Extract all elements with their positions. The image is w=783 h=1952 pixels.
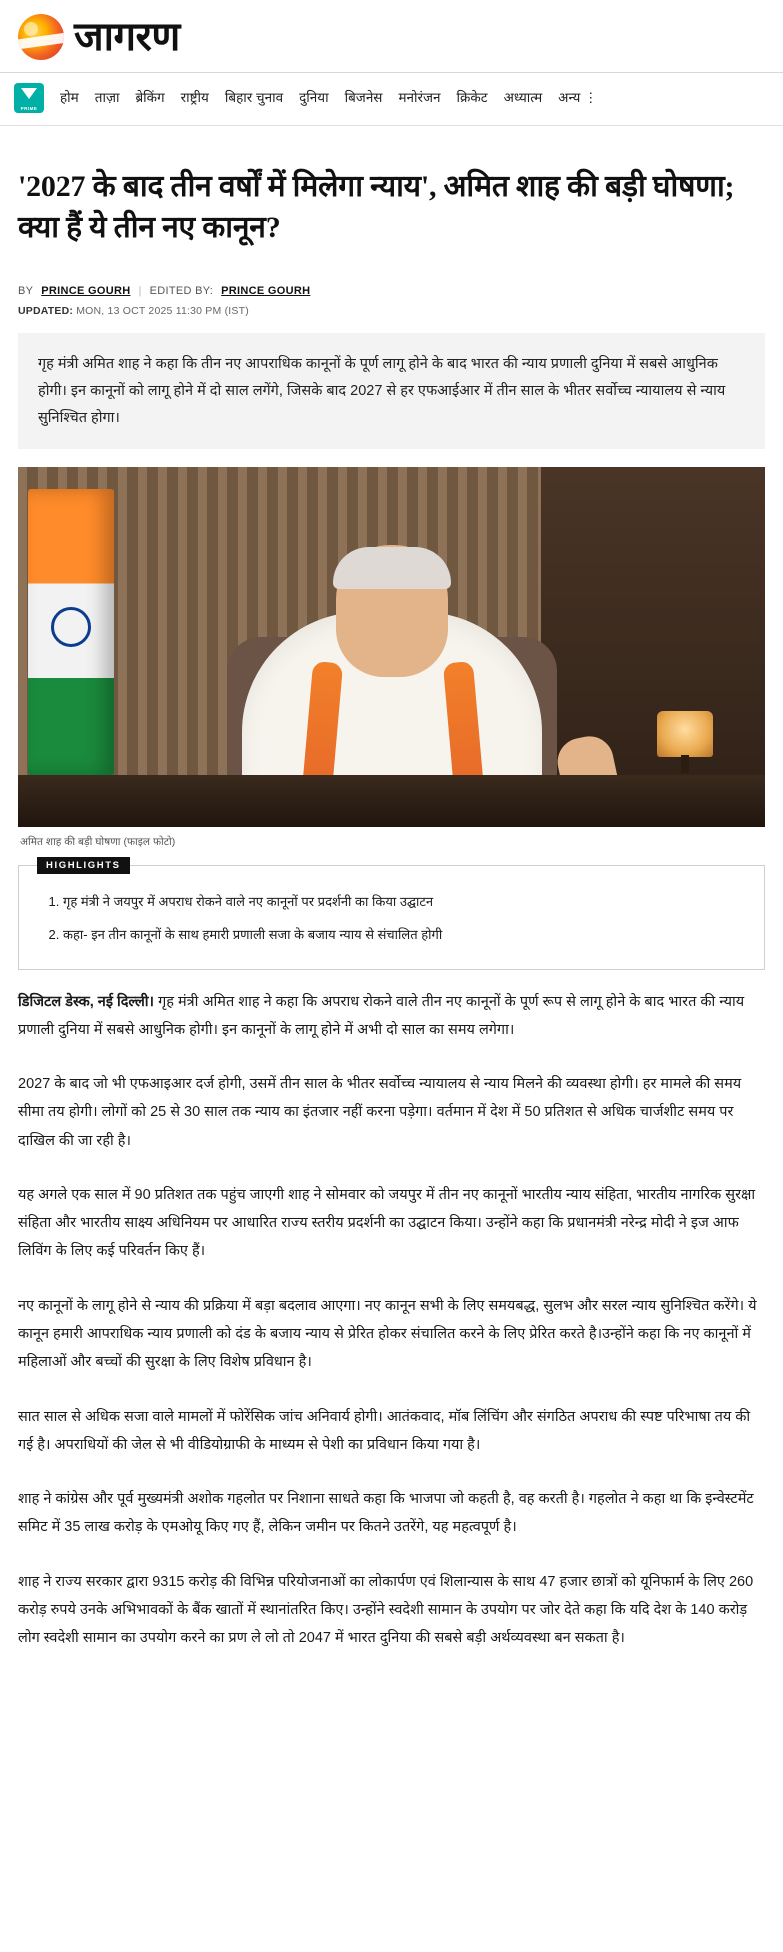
- article-paragraph: 2027 के बाद जो भी एफआइआर दर्ज होगी, उसमें तीन साल के भीतर सर्वोच्च न्यायालय से न्याय मिलने की व्यवस्था होगी। हर मामले की समय सीमा तय होगी। लोगों को 25 से 30 साल तक न्याय का इंतजार नहीं करना पड़ेगा। वर्तमान में देश में 50 प्रतिशत से अधिक चार्जशीट समय पर दाखिल की जा रही है।: [18, 1076, 742, 1149]
- updated-value: MON, 13 OCT 2025 11:30 PM (IST): [76, 304, 249, 317]
- updated-timestamp: [0, 297, 783, 317]
- table-surface: [18, 775, 765, 827]
- site-masthead: [0, 0, 783, 73]
- image-caption: अमित शाह की बड़ी घोषणा (फाइल फोटो): [20, 836, 176, 849]
- article-paragraph: सात साल से अधिक सजा वाले मामलों में फोरेंसिक जांच अनिवार्य होगी। आतंकवाद, मॉब लिंचिंग और संगठित अपराध की स्पष्ट परिभाषा तय की गई है। अपराधियों की जेल से भी वीडियोग्राफी के माध्यम से पेशी का प्रविधान किया गया है।: [18, 1408, 751, 1453]
- indian-flag-icon: [28, 489, 114, 775]
- highlights-box: [18, 860, 765, 969]
- byline-author[interactable]: PRINCE GOURH: [41, 284, 131, 297]
- nav-item-more[interactable]: अन्य ⋮: [558, 89, 598, 105]
- highlights-badge: HIGHLIGHTS: [37, 857, 130, 874]
- nav-item-world[interactable]: दुनिया: [299, 89, 329, 105]
- highlights-list: [41, 886, 742, 950]
- article-paragraph-text: गृह मंत्री अमित शाह ने कहा कि अपराध रोकने वाले तीन नए कानूनों के पूर्ण रूप से लागू होने के बाद भारत की न्याय प्रणाली दुनिया में सबसे आधुनिक होगी। इन कानूनों के लागू होने में अभी दो साल का समय लगेगा।: [18, 993, 745, 1038]
- byline: [0, 279, 783, 297]
- article-paragraph: शाह ने कांग्रेस और पूर्व मुख्यमंत्री अशोक गहलोत पर निशाना साधते कहा कि भाजपा जो कहती है, वह करती है। गहलोत ने कहा था कि इन्वेस्टमेंट समिट में 35 लाख करोड़ के एमओयू किए गए हैं, लेकिन जमीन पर कितने उतरेंगे, यह महत्वपूर्ण है।: [18, 1491, 754, 1536]
- updated-label: UPDATED:: [18, 304, 74, 317]
- hero-image-block: [18, 467, 765, 849]
- list-item: 2. कहा- इन तीन कानूनों के साथ हमारी प्रणाली सजा के बजाय न्याय से संचालित होगी: [63, 919, 742, 951]
- byline-editor[interactable]: PRINCE GOURH: [221, 284, 311, 297]
- article-paragraph-lead: [18, 988, 765, 1045]
- main-navigation[interactable]: [0, 73, 783, 126]
- article-paragraph: शाह ने राज्य सरकार द्वारा 9315 करोड़ की विभिन्न परियोजनाओं का लोकार्पण एवं शिलान्यास के साथ 47 हजार छात्रों को यूनिफार्म के लिए 260 करोड़ रुपये उनके अभिभावकों के बैंक खातों में स्थानांतरित किए। उन्होंने स्वदेशी सामान के उपयोग पर जोर देते कहा कि यदि देश के 140 करोड़ लोग स्वदेशी सामान का उपयोग करने का प्रण ले लो तो 2047 में भारत दुनिया की सबसे बड़ी अर्थव्यवस्था बन सकता है।: [18, 1573, 754, 1647]
- sun-logo-icon[interactable]: [18, 14, 64, 60]
- gem-icon: [21, 88, 37, 99]
- person-hair: [333, 547, 451, 589]
- site-logo-text[interactable]: जागरण: [74, 14, 180, 59]
- nav-item-business[interactable]: बिजनेस: [344, 89, 383, 105]
- list-item: 1. गृह मंत्री ने जयपुर में अपराध रोकने वाले नए कानूनों पर प्रदर्शनी का किया उद्घाटन: [63, 886, 742, 918]
- nav-item-entertainment[interactable]: मनोरंजन: [398, 89, 441, 105]
- article-summary: गृह मंत्री अमित शाह ने कहा कि तीन नए आपराधिक कानूनों के पूर्ण लागू होने के बाद भारत की न्याय प्रणाली दुनिया में सबसे आधुनिक होगी। इन कानूनों को लागू होने में दो साल लगेंगे, जिसके बाद 2027 से हर एफआईआर में तीन साल के भीतर सर्वोच्च न्यायालय से न्याय सुनिश्चित होगा।: [18, 333, 765, 449]
- article-body: [0, 970, 783, 1705]
- article-paragraph: यह अगले एक साल में 90 प्रतिशत तक पहुंच जाएगी शाह ने सोमवार को जयपुर में तीन नए कानूनों भारतीय न्याय संहिता, भारतीय नागरिक सुरक्षा संहिता और भारतीय साक्ष्य अधिनियम पर आधारित राज्य स्तरीय प्रदर्शनी का उद्घाटन किया। उन्होंने कहा कि प्रधानमंत्री नरेन्द्र मोदी ने इज आफ लिविंग के लिए कई परिवर्तन किए हैं।: [18, 1186, 756, 1260]
- nav-item-national[interactable]: राष्ट्रीय: [180, 89, 209, 105]
- nav-item-cricket[interactable]: क्रिकेट: [456, 89, 488, 105]
- article-paragraph: नए कानूनों के लागू होने से न्याय की प्रक्रिया में बड़ा बदलाव आएगा। नए कानून सभी के लिए समयबद्ध, सुलभ और सरल न्याय सुनिश्चित करेंगे। ये कानून हमारी आपराधिक न्याय प्रणाली को दंड के बजाय न्याय से प्रेरित होकर संचालित करने के लिए प्रेरित करते है।उन्होंने कहा कि नए कानूनों में महिलाओं और बच्चों की सुरक्षा के लिए विशेष प्रविधान है।: [18, 1297, 757, 1371]
- byline-edited-label: EDITED BY:: [149, 284, 214, 297]
- nav-item-latest[interactable]: ताज़ा: [94, 89, 120, 105]
- prime-badge-icon[interactable]: [14, 83, 44, 113]
- page-title: '2027 के बाद तीन वर्षों में मिलेगा न्याय', अमित शाह की बड़ी घोषणा; क्या हैं ये तीन नए कानून?: [18, 170, 735, 245]
- byline-by-label: BY: [18, 284, 34, 297]
- nav-item-spirituality[interactable]: अध्यात्म: [503, 89, 543, 105]
- nav-item-bihar-election[interactable]: बिहार चुनाव: [224, 89, 284, 105]
- hero-image: [18, 467, 765, 827]
- byline-divider: |: [138, 284, 142, 297]
- article-dateline: डिजिटल डेस्क, नई दिल्ली।: [18, 993, 155, 1010]
- nav-item-home[interactable]: होम: [60, 89, 79, 105]
- lamp-icon: [657, 711, 713, 757]
- nav-item-breaking[interactable]: ब्रेकिंग: [135, 89, 165, 105]
- prime-badge-label: PRIME: [20, 106, 38, 111]
